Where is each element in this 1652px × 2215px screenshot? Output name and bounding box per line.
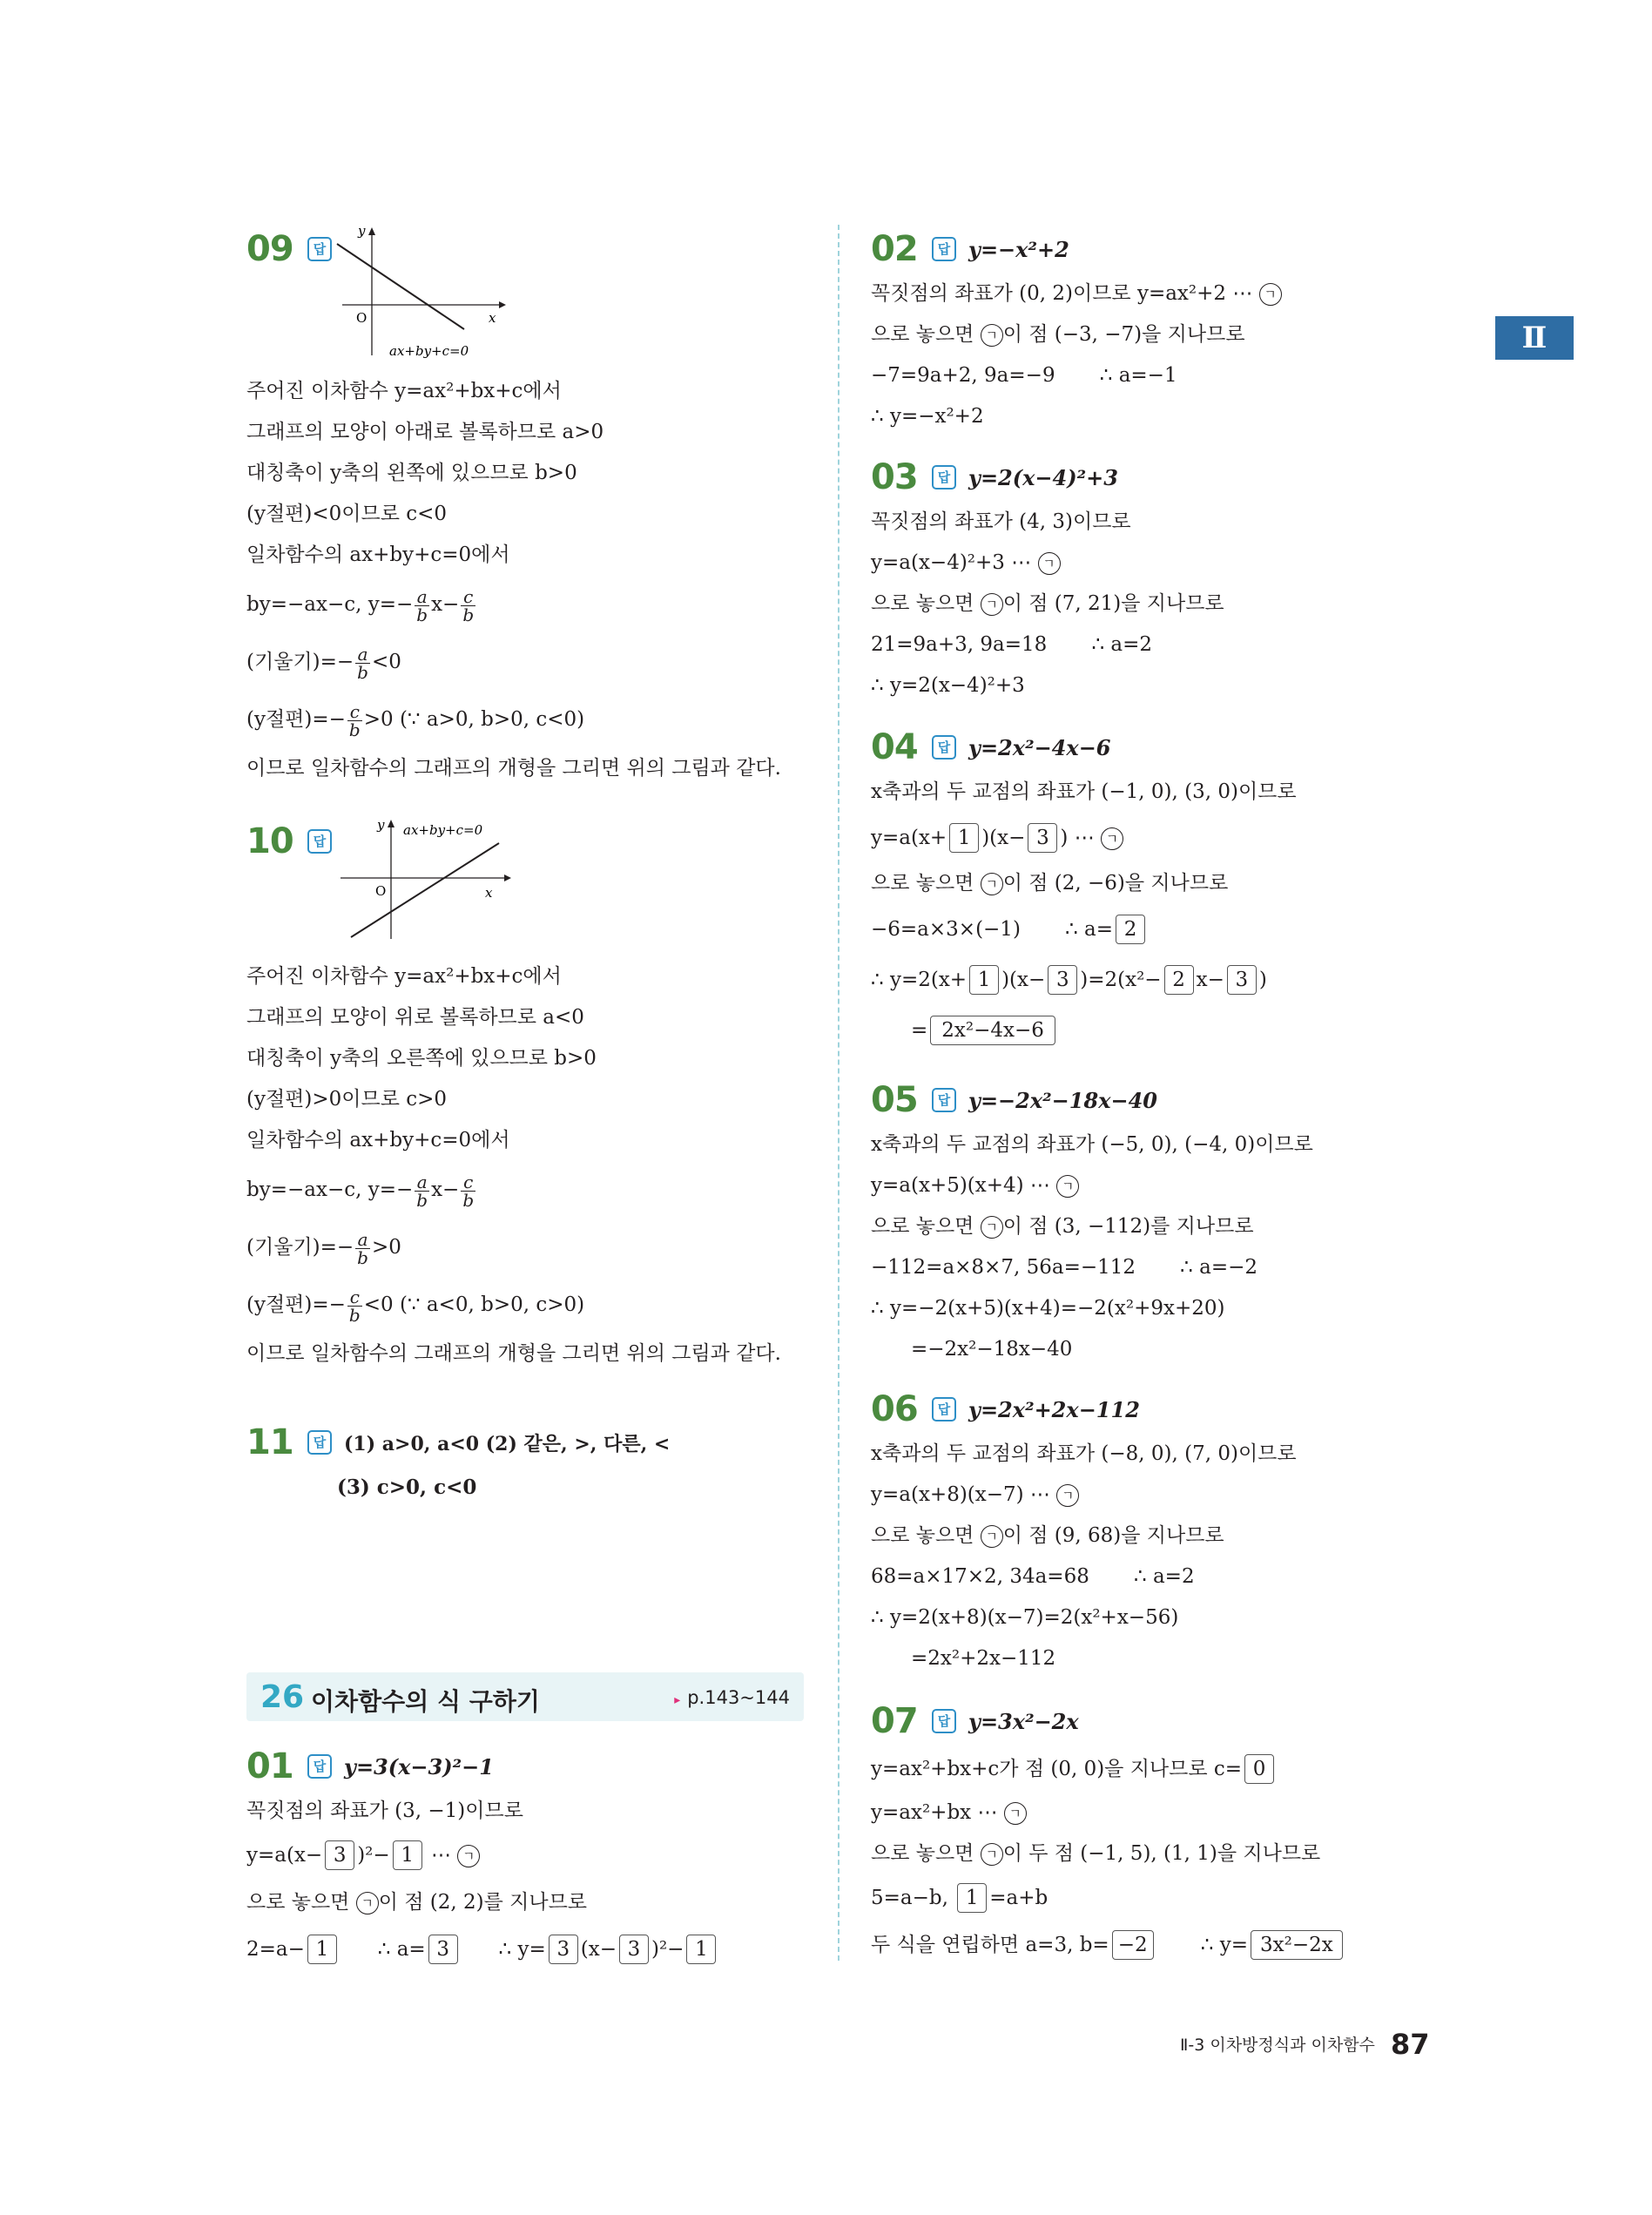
- answer-text: y=3x²−2x: [968, 1708, 1079, 1734]
- text-line: 으로 놓으면 ㄱ 이 점 (−3, −7)을 지나므로: [871, 323, 1245, 346]
- conclusion-line: 이므로 일차함수의 그래프의 개형을 그리면 위의 그림과 같다.: [246, 1342, 781, 1365]
- circle-mark-icon: ㄱ: [1259, 283, 1282, 306]
- line-label: ax+by+c=0: [389, 343, 469, 359]
- circle-mark-icon: ㄱ: [457, 1845, 480, 1867]
- text-line: (y절편)<0이므로 c<0: [246, 503, 448, 525]
- arrow-icon: ▸: [674, 1693, 681, 1707]
- section-page-ref: ▸ p.143~144: [674, 1687, 790, 1708]
- origin-label: O: [356, 310, 367, 326]
- answer-badge: 답: [932, 1397, 956, 1422]
- text-line: 꼭짓점의 좌표가 (4, 3)이므로: [871, 510, 1131, 533]
- problem-number: 07: [871, 1701, 918, 1741]
- text-line: 주어진 이차함수 y=ax²+bx+c에서: [246, 965, 562, 988]
- text-line: −7=9a+2, 9a=−9 ∴ a=−1: [871, 364, 1177, 387]
- graph-10: [334, 817, 525, 948]
- answer-text: y=−2x²−18x−40: [968, 1087, 1158, 1113]
- problem-number: 03: [871, 457, 918, 497]
- circle-mark-icon: ㄱ: [981, 1843, 1003, 1866]
- problem-06: [871, 1385, 1428, 1697]
- boxed-line: 5=a−b, 1 =a+b: [871, 1874, 1428, 1921]
- y-intercept-line: (y절편)=− $\frac{c}{b}$ <0 (∵ a<0, b>0, c>0): [246, 1286, 585, 1326]
- problem-07: [871, 1697, 1428, 1975]
- circle-mark-icon: ㄱ: [981, 873, 1003, 895]
- text-line: 으로 놓으면 ㄱ 이 점 (9, 68)을 지나므로: [871, 1524, 1224, 1547]
- circle-mark-icon: ㄱ: [1056, 1484, 1079, 1507]
- text-line: ∴ y=2(x−4)²+3: [871, 674, 1025, 697]
- problem-01: [246, 1742, 804, 1973]
- text-line: =2x²+2x−112: [911, 1647, 1056, 1670]
- boxed-line: −6=a×3×(−1) ∴ a= 2: [871, 904, 1428, 955]
- text-line: 주어진 이차함수 y=ax²+bx+c에서: [246, 380, 562, 402]
- text-line: 그래프의 모양이 위로 볼록하므로 a<0: [246, 1006, 584, 1029]
- problem-number: 11: [246, 1422, 293, 1462]
- text-line: 으로 놓으면 ㄱ 이 점 (7, 21)을 지나므로: [871, 592, 1224, 615]
- answer-badge: 답: [307, 1754, 332, 1779]
- boxed-line: 두 식을 연립하면 a=3, b= −2 ∴ y= 3x²−2x: [871, 1921, 1428, 1969]
- slope-line: (기울기)=− $\frac{a}{b}$ <0: [246, 643, 401, 683]
- section-header: [246, 1672, 804, 1721]
- section-title: 이차함수의 식 구하기: [311, 1687, 540, 1716]
- text-line: ∴ y=2(x+8)(x−7)=2(x²+x−56): [871, 1606, 1179, 1629]
- circle-mark-icon: ㄱ: [981, 324, 1003, 347]
- problem-03: [871, 453, 1428, 723]
- left-column: [246, 225, 804, 1514]
- circle-mark-icon: ㄱ: [1038, 552, 1061, 575]
- y-intercept-line: (y절편)=− $\frac{c}{b}$ >0 (∵ a>0, b>0, c<0): [246, 700, 585, 740]
- page-footer: [1180, 2028, 1430, 2061]
- answer-badge: 답: [932, 1709, 956, 1733]
- text-line: ∴ y=−x²+2: [871, 405, 984, 428]
- problem-number: 04: [871, 727, 918, 767]
- x-axis-label: x: [489, 310, 496, 326]
- text-line: 꼭짓점의 좌표가 (3, −1)이므로: [246, 1800, 523, 1822]
- text-line: y=a(x+8)(x−7) ⋯ ㄱ: [871, 1475, 1428, 1516]
- y-axis-label: y: [377, 817, 385, 833]
- conclusion-line: 이므로 일차함수의 그래프의 개형을 그리면 위의 그림과 같다.: [246, 757, 781, 780]
- chapter-tab: Ⅱ: [1495, 316, 1574, 360]
- answer-badge: 답: [932, 1088, 956, 1112]
- boxed-line: y=a(x− 3 )²− 1 ⋯ ㄱ: [246, 1832, 804, 1879]
- circle-mark-icon: ㄱ: [981, 593, 1003, 616]
- answer-text: y=2x²−4x−6: [968, 734, 1111, 760]
- text-line: ∴ y=−2(x+5)(x+4)=−2(x²+9x+20): [871, 1297, 1225, 1320]
- page-number: 87: [1390, 2028, 1430, 2061]
- equation-line: by=−ax−c, y=− $\frac{a}{b}$ x− $\frac{c}{b}$: [246, 585, 475, 625]
- circle-mark-icon: ㄱ: [1056, 1175, 1079, 1198]
- text-line: 대칭축이 y축의 오른쪽에 있으므로 b>0: [246, 1047, 597, 1070]
- answer-badge: 답: [307, 237, 332, 261]
- problem-number: 06: [871, 1389, 918, 1429]
- answer-text: y=−x²+2: [968, 236, 1069, 262]
- text-line: −112=a×8×7, 56a=−112 ∴ a=−2: [871, 1256, 1258, 1279]
- text-line: x축과의 두 교점의 좌표가 (−5, 0), (−4, 0)이므로: [871, 1133, 1313, 1156]
- boxed-line: y=ax²+bx+c가 점 (0, 0)을 지나므로 c= 0: [871, 1746, 1428, 1793]
- answer-text: (1) a>0, a<0 (2) 같은, >, 다른, <: [344, 1432, 671, 1455]
- problem-number: 10: [246, 821, 293, 861]
- answer-badge: 답: [932, 735, 956, 760]
- answer-text: y=3(x−3)²−1: [344, 1753, 494, 1779]
- text-line: 일차함수의 ax+by+c=0에서: [246, 1129, 510, 1151]
- problem-number: 05: [871, 1080, 918, 1120]
- problem-number: 09: [246, 229, 293, 269]
- text-line: 21=9a+3, 9a=18 ∴ a=2: [871, 633, 1153, 656]
- problem-number: 01: [246, 1746, 293, 1786]
- answer-text: y=2(x−4)²+3: [968, 464, 1118, 490]
- text-line: 68=a×17×2, 34a=68 ∴ a=2: [871, 1565, 1195, 1588]
- column-divider: [838, 225, 839, 1961]
- circle-mark-icon: ㄱ: [1101, 827, 1123, 850]
- text-line: (y절편)>0이므로 c>0: [246, 1088, 448, 1111]
- boxed-line: = 2x²−4x−6: [871, 1005, 1428, 1056]
- text-line: 일차함수의 ax+by+c=0에서: [246, 544, 510, 566]
- problem-04: [871, 723, 1428, 1076]
- slope-line: (기울기)=− $\frac{a}{b}$ >0: [246, 1228, 401, 1268]
- answer-text: (3) c>0, c<0: [337, 1476, 477, 1499]
- line-label: ax+by+c=0: [403, 822, 483, 838]
- text-line: =−2x²−18x−40: [911, 1338, 1073, 1361]
- chapter-label: Ⅱ-3 이차방정식과 이차함수: [1180, 2036, 1375, 2055]
- text-line: 으로 놓으면 ㄱ 이 두 점 (−1, 5), (1, 1)을 지나므로: [871, 1842, 1321, 1865]
- origin-label: O: [375, 883, 387, 899]
- text-line: 대칭축이 y축의 왼쪽에 있으므로 b>0: [246, 462, 577, 484]
- answer-text: y=2x²+2x−112: [968, 1396, 1140, 1422]
- answer-badge: 답: [932, 465, 956, 490]
- text-line: 그래프의 모양이 아래로 볼록하므로 a>0: [246, 421, 604, 443]
- answer-badge: 답: [307, 1430, 332, 1455]
- text-line: y=a(x+5)(x+4) ⋯ ㄱ: [871, 1165, 1428, 1206]
- problem-11: [246, 1418, 804, 1514]
- boxed-line: 2=a− 1 ∴ a= 3 ∴ y= 3 (x− 3 )²− 1: [246, 1926, 804, 1973]
- x-axis-label: x: [485, 885, 493, 901]
- text-line: 으로 놓으면 ㄱ 이 점 (2, −6)을 지나므로: [871, 872, 1229, 895]
- answer-badge: 답: [932, 237, 956, 261]
- text-line: x축과의 두 교점의 좌표가 (−8, 0), (7, 0)이므로: [871, 1442, 1297, 1465]
- section-number: 26: [260, 1679, 305, 1715]
- text-line: 으로 놓으면 ㄱ 이 점 (2, 2)를 지나므로: [246, 1891, 588, 1914]
- equation-line: by=−ax−c, y=− $\frac{a}{b}$ x− $\frac{c}{b}$: [246, 1171, 475, 1211]
- answer-badge: 답: [307, 829, 332, 854]
- text-line: 으로 놓으면 ㄱ 이 점 (3, −112)를 지나므로: [871, 1215, 1254, 1238]
- text-line: y=ax²+bx ⋯ ㄱ: [871, 1793, 1428, 1833]
- circle-mark-icon: ㄱ: [981, 1216, 1003, 1239]
- boxed-line: ∴ y=2(x+ 1 )(x− 3 )=2(x²− 2 x− 3 ): [871, 955, 1428, 1005]
- graph-09: [334, 225, 508, 364]
- circle-mark-icon: ㄱ: [1004, 1802, 1027, 1825]
- boxed-line: y=a(x+ 1 )(x− 3 ) ⋯ ㄱ: [871, 813, 1428, 863]
- circle-mark-icon: ㄱ: [981, 1525, 1003, 1548]
- text-line: 꼭짓점의 좌표가 (0, 2)이므로 y=ax²+2 ⋯ ㄱ: [871, 273, 1428, 314]
- text-line: x축과의 두 교점의 좌표가 (−1, 0), (3, 0)이므로: [871, 780, 1297, 803]
- text-line: y=a(x−4)²+3 ⋯ ㄱ: [871, 543, 1428, 584]
- problem-09: [246, 225, 804, 817]
- problem-02: [871, 225, 1428, 453]
- problem-05: [871, 1076, 1428, 1385]
- problem-number: 02: [871, 229, 918, 269]
- circle-mark-icon: ㄱ: [356, 1892, 379, 1914]
- problem-10: [246, 817, 804, 1418]
- right-column: [871, 225, 1428, 1975]
- y-axis-label: y: [358, 225, 366, 239]
